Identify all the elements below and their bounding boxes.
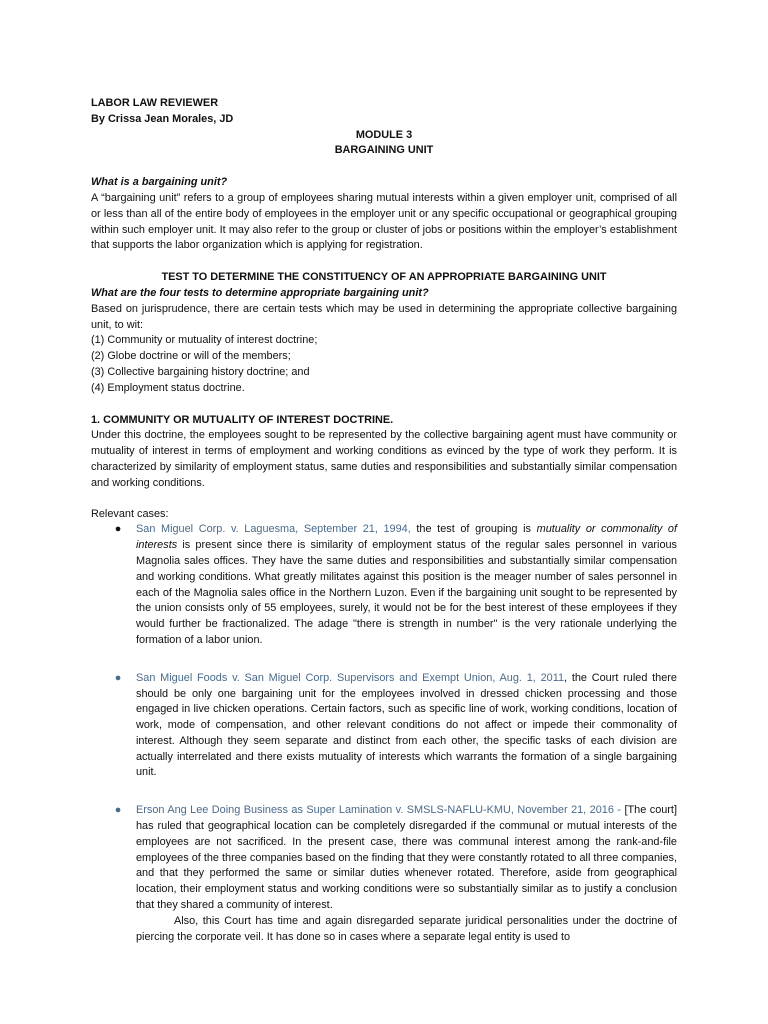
bullet-icon: ● [114, 523, 122, 536]
list-item [114, 522, 678, 648]
case-citation: San Miguel Corp. v. Laguesma, September 21, 1994, [136, 523, 411, 536]
test-item: (4) Employment status doctrine. [91, 381, 245, 394]
case-text: [The court] has ruled that geographical location can be completely disregarded if the communal or mutual interests of the employees are not sacrificed. In the present case, there was communal interest among the rank-and-file employees of the three companies based on the finding that they were constantly rotated to all three companies, and that they performed the same or similar duties whenever rotated. Therefore, aside from geographical location, their employment status and working conditions were so substantially similar as to justify a conclusion that they shared a community of interest. [136, 804, 677, 912]
bullet-icon: ● [114, 804, 122, 817]
list-item [114, 803, 677, 945]
test-item: (3) Collective bargaining history doctrine; and [91, 365, 310, 378]
question-bargaining-unit: What is a bargaining unit? [91, 176, 228, 189]
answer-bargaining-unit: A “bargaining unit” refers to a group of employees sharing mutual interests within a given employer unit, comprised of all or less than all of the entire body of employees in the employer unit or any specific occupational or geographical grouping within such employer unit. It may also refer to the group or cluster of jobs or positions within the employer’s establishment that supports the labor organization which is applying for registration. [91, 191, 677, 252]
case-list [91, 522, 677, 945]
tests-intro: Based on jurisprudence, there are certain tests which may be used in determining the appropriate collective bargaining unit, to wit: [91, 302, 677, 331]
case-citation: Erson Ang Lee Doing Business as Super Lamination v. SMSLS-NAFLU-KMU, November 21, 2016 - [136, 804, 622, 817]
relevant-cases-label: Relevant cases: [91, 507, 169, 520]
spacer [136, 781, 677, 803]
case-text: , the Court ruled there should be only one bargaining unit for the employees involved in dressed chicken processing and those engaged in live chicken operations. Certain factors, such as specific line of work, working conditions, location of work, mode of compensation, and other relevant conditions do not affect or impede their commonality of interest. Although they seem separate and distinct from each other, the specific tasks of each division are actually interrelated and there exists mutuality of interests which warrants the formation of a single bargaining unit. [136, 671, 677, 779]
case-text: the test of grouping is [410, 523, 537, 536]
section-heading-tests: TEST TO DETERMINE THE CONSTITUENCY OF AN APPROPRIATE BARGAINING UNIT [161, 271, 607, 284]
case-text: is present since there is similarity of employment status of the regular sales personnel in various Magnolia sales offices. They have the same duties and responsibilities and substantially similar compensation and working conditions. What greatly militates against this position is the meager number of sales personnel in each of the Magnolia sales office in the Northern Luzon. Even if the bargaining unit sought to be represented by the union consists only of 55 employees, surely, it would not be for the best interest of these employees if they would further be fractionalized. The adage "there is strength in number" is the very rationale underlying the formation of a labor union. [136, 539, 677, 646]
section-heading-community: 1. COMMUNITY OR MUTUALITY OF INTEREST DOCTRINE. [91, 413, 394, 426]
spacer [136, 649, 677, 671]
test-item: (2) Globe doctrine or will of the members; [91, 350, 291, 363]
case-text-continued: Also, this Court has time and again disregarded separate juridical personalities under the doctrine of piercing the corporate veil. It has done so in cases where a separate legal entity is used to [136, 914, 677, 943]
list-item [114, 671, 677, 782]
module-subject: BARGAINING UNIT [334, 144, 434, 157]
community-doctrine-body: Under this doctrine, the employees sought to be represented by the collective bargaining agent must have community or mutuality of interest in terms of employment and working conditions as evinced by the type of work they perform. It is characterized by similarity of employment status, same duties and responsibilities and substantially similar compensation and working conditions. [91, 429, 677, 489]
doc-author: By Crissa Jean Morales, JD [91, 112, 234, 125]
case-citation: San Miguel Foods v. San Miguel Corp. Supervisors and Exempt Union, Aug. 1, 2011 [136, 671, 565, 684]
test-item: (1) Community or mutuality of interest doctrine; [91, 334, 318, 347]
question-four-tests: What are the four tests to determine appropriate bargaining unit? [91, 286, 429, 299]
module-number: MODULE 3 [355, 128, 413, 141]
bullet-icon: ● [114, 671, 122, 684]
doc-title: LABOR LAW REVIEWER [91, 97, 219, 109]
case-emphasis: mutuality or commonality of interests [136, 523, 678, 552]
